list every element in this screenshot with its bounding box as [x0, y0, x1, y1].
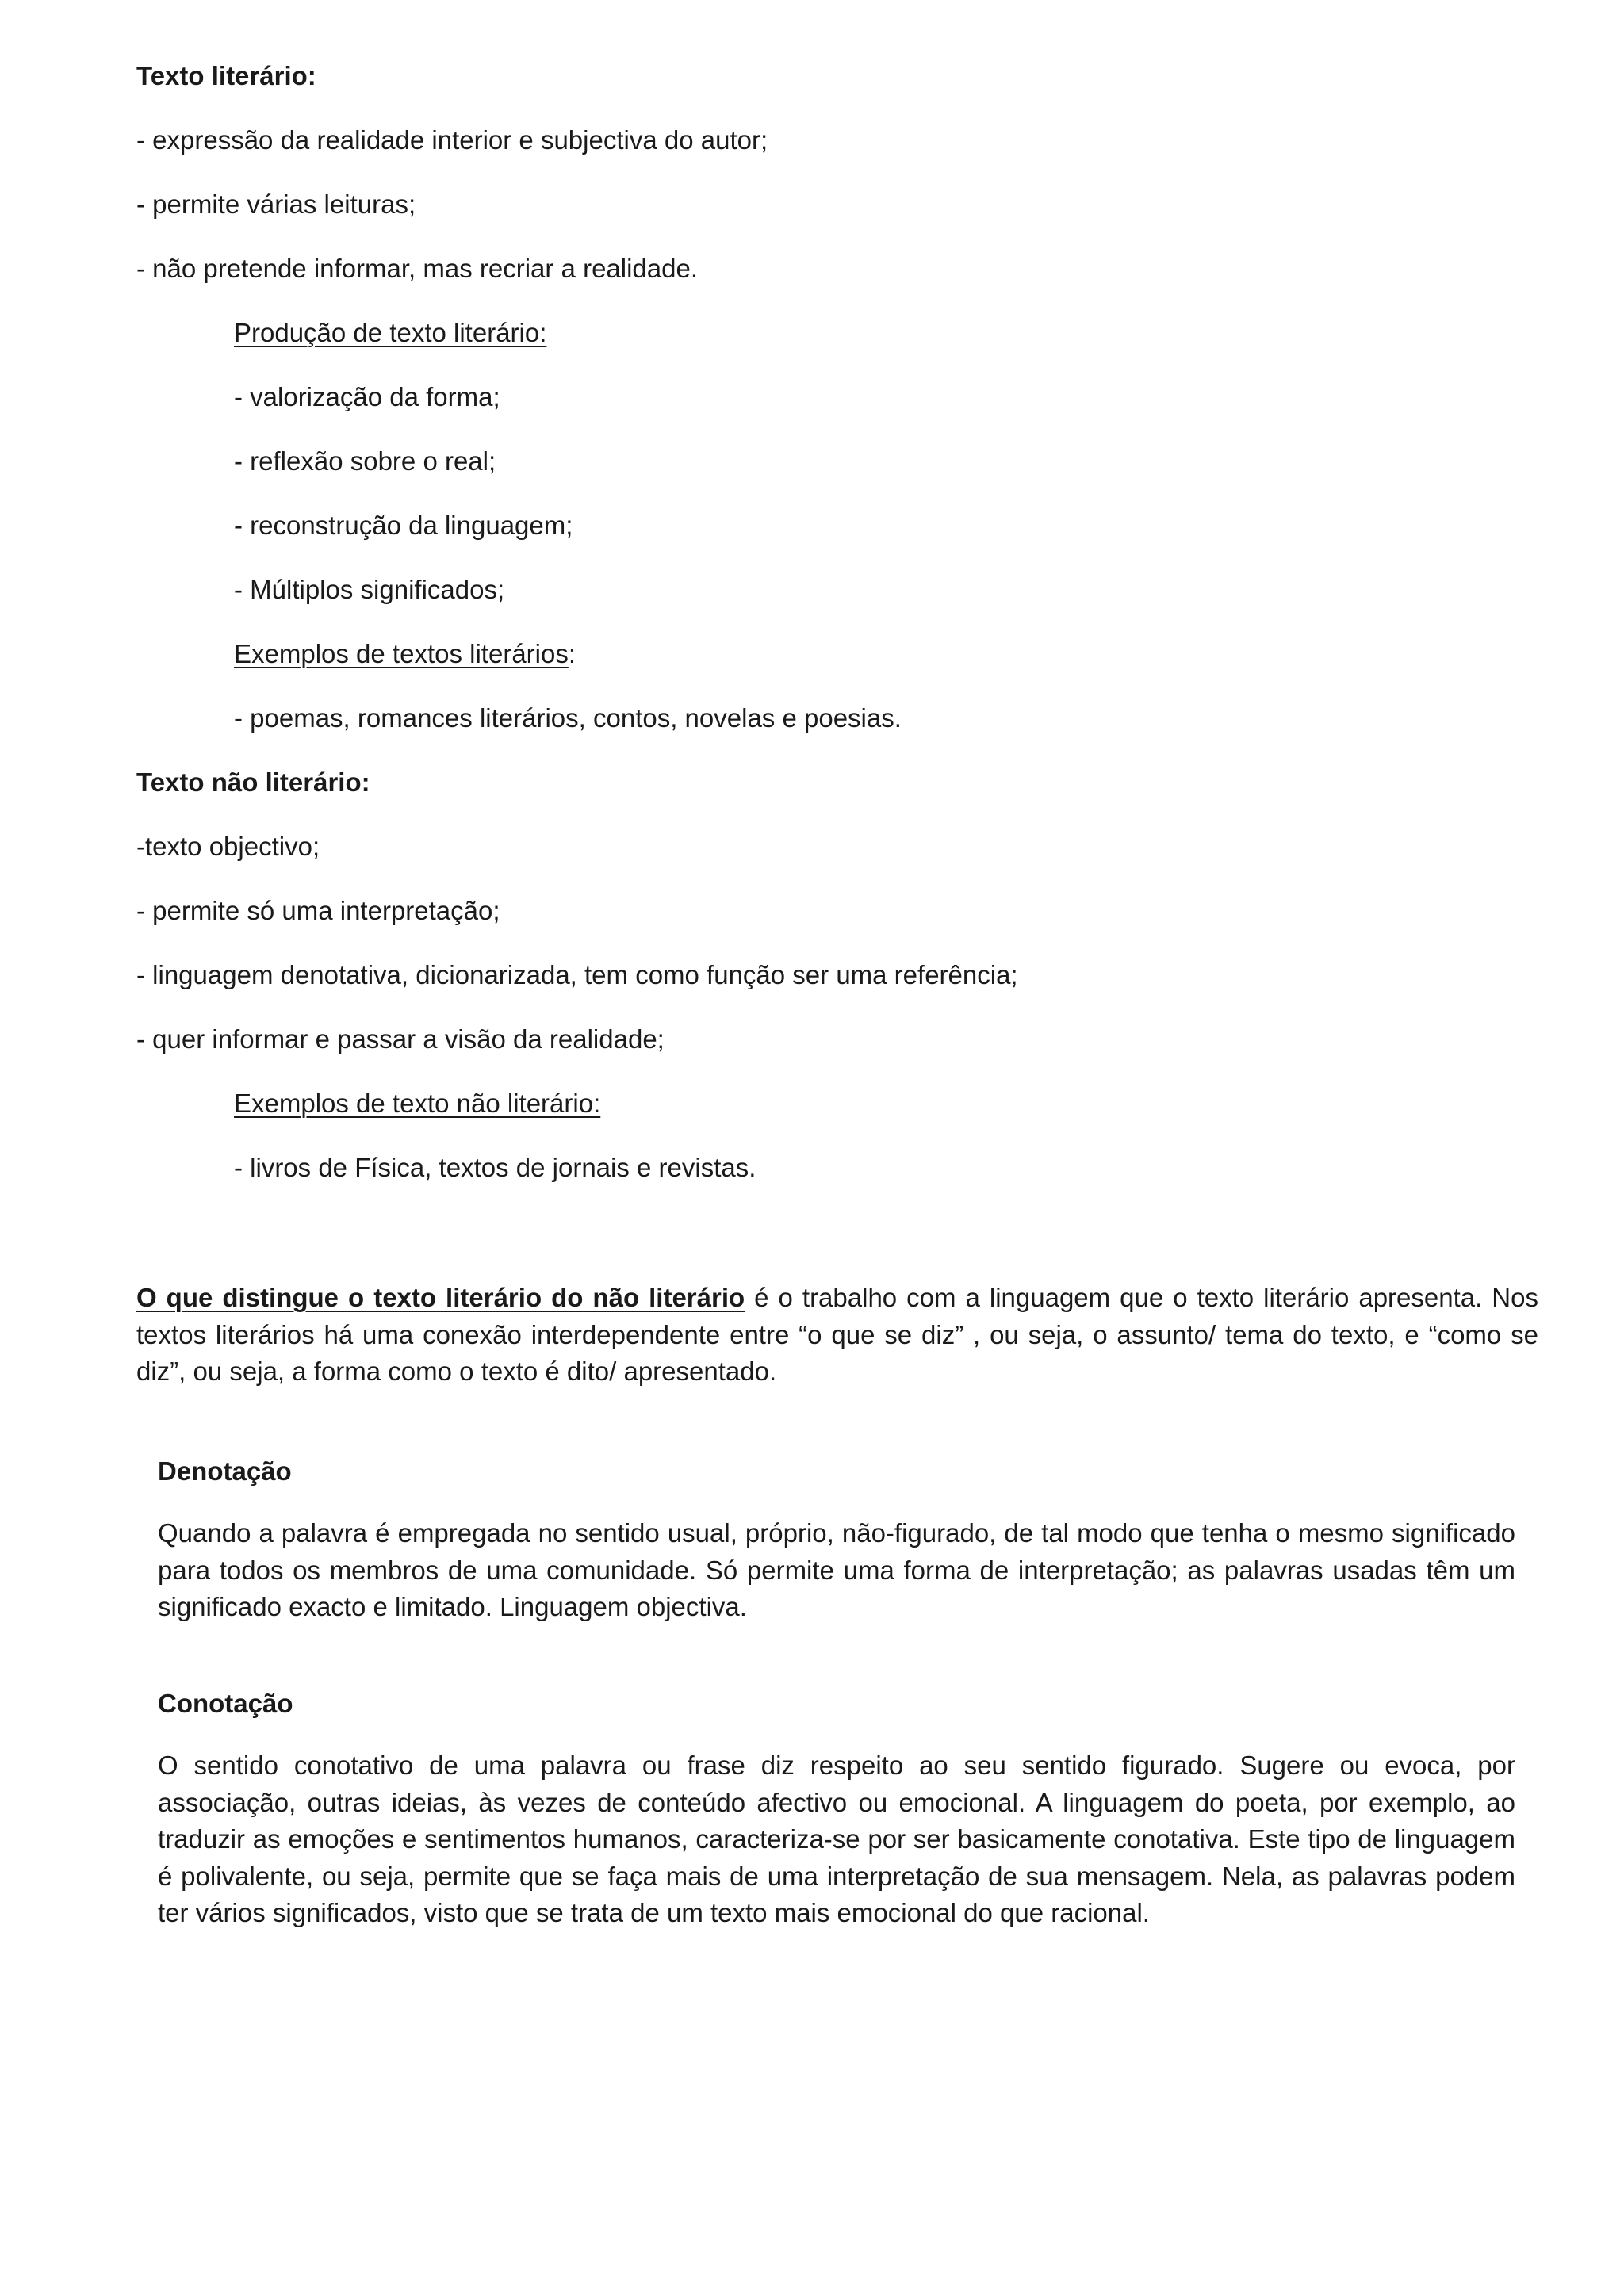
distinction-lead: O que distingue o texto literário do não literário — [136, 1283, 745, 1312]
list-item: - valorização da forma; — [234, 382, 500, 411]
heading-denotacao: Denotação — [158, 1456, 292, 1486]
heading-conotacao: Conotação — [158, 1689, 293, 1718]
list-item: - reconstrução da linguagem; — [234, 511, 573, 540]
colon: : — [568, 639, 576, 668]
distinction-paragraph — [136, 1280, 1538, 1391]
subheading-producao: Produção de texto literário: — [234, 318, 547, 347]
list-item: - reflexão sobre o real; — [234, 446, 496, 476]
exemplos-literarios-label: Exemplos de textos literários — [234, 639, 569, 668]
list-item: - Múltiplos significados; — [234, 575, 505, 604]
heading-texto-literario: Texto literário: — [136, 61, 316, 90]
list-item: - poemas, romances literários, contos, novelas e poesias. — [234, 703, 902, 733]
list-item: - linguagem denotativa, dicionarizada, tem como função ser uma referência; — [136, 960, 1018, 989]
list-item: - quer informar e passar a visão da realidade; — [136, 1024, 665, 1054]
list-item: - expressão da realidade interior e subjectiva do autor; — [136, 125, 768, 155]
denotacao-paragraph: Quando a palavra é empregada no sentido usual, próprio, não-figurado, de tal modo que tenha o mesmo significado para todos os membros de uma comunidade. Só permite uma forma de interpretação; as palavras usadas têm um significado exacto e limitado. Linguagem objectiva. — [158, 1518, 1515, 1621]
list-item: -texto objectivo; — [136, 832, 320, 861]
subheading-exemplos-literarios — [234, 638, 576, 670]
list-item: - não pretende informar, mas recriar a realidade. — [136, 254, 699, 283]
conotacao-paragraph: O sentido conotativo de uma palavra ou frase diz respeito ao seu sentido figurado. Sugere ou evoca, por associação, outras ideias, às vezes de conteúdo afectivo ou emocional. A linguagem do poeta, por exemplo, ao traduzir as emoções e sentimentos humanos, caracteriza-se por ser basicamente conotativa. Este tipo de linguagem é polivalente, ou seja, permite que se faça mais de uma interpretação de sua mensagem. Nela, as palavras podem ter vários significados, visto que se trata de um texto mais emocional do que racional. — [158, 1751, 1515, 1927]
distinction-text: é o trabalho com a linguagem que o texto literário apresenta. Nos textos literários há uma conexão interdependente entre “o que se diz” , ou seja, o assunto/ tema do texto, e “como se diz”, ou seja, a forma como o texto é dito/ apresentado. — [136, 1283, 1538, 1386]
list-item: - permite várias leituras; — [136, 189, 416, 219]
list-item: - permite só uma interpretação; — [136, 896, 500, 925]
heading-texto-nao-literario: Texto não literário: — [136, 767, 370, 797]
subheading-exemplos-nao-literario: Exemplos de texto não literário: — [234, 1089, 601, 1118]
list-item: - livros de Física, textos de jornais e revistas. — [234, 1153, 756, 1182]
